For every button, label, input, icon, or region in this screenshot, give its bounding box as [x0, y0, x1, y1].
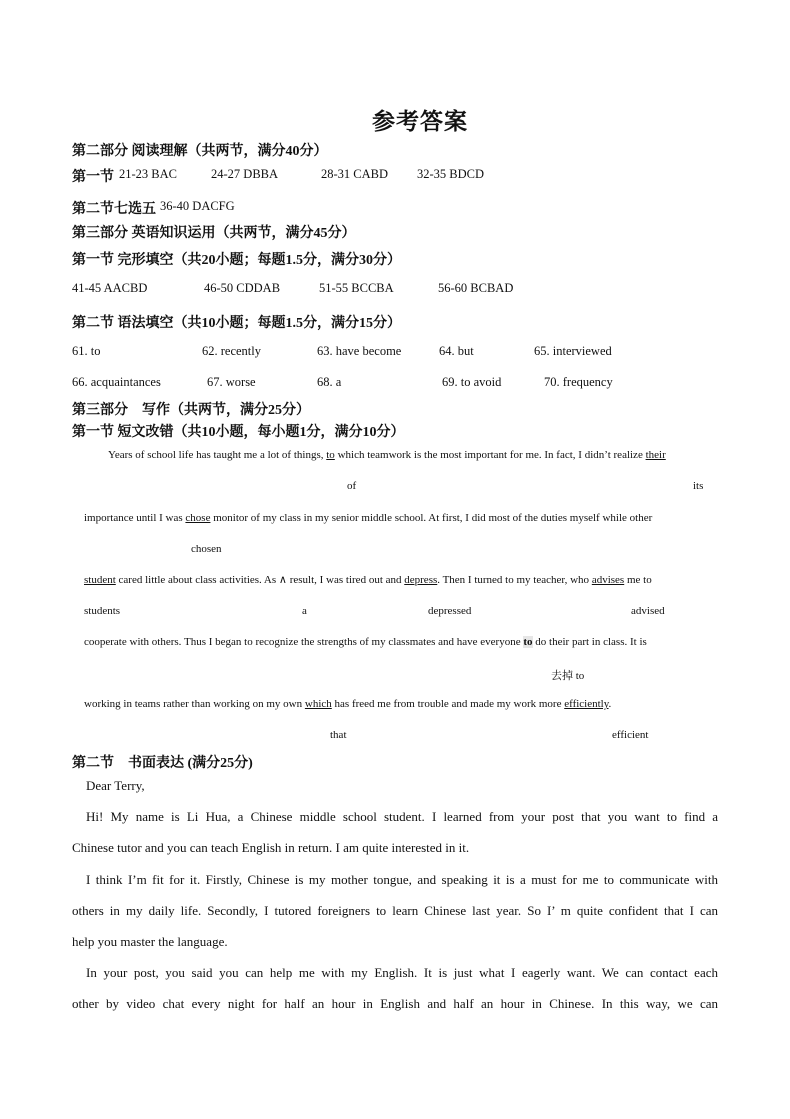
essay-line: other by video chat every night for half an hour in English and half an hour in Chinese. In this way, we can	[72, 996, 718, 1011]
essay-line: Hi! My name is Li Hua, a Chinese middle school student. I learned from your post that you want to find a	[86, 809, 718, 824]
correction-fix: chosen	[191, 543, 222, 555]
answer-group: 21-23 BAC	[119, 167, 177, 181]
part3-heading: 第三部分 英语知识运用（共两节，满分45分）	[72, 226, 356, 241]
answer-group: 32-35 BDCD	[417, 167, 485, 181]
correction-line: student cared little about class activities. As ∧ result, I was tired out and depress. Then I turned to my teacher, who advises me to	[84, 574, 652, 586]
correction-fix: a	[302, 605, 307, 617]
answer-group: 41-45 AACBD	[72, 281, 148, 295]
answer-group: 51-55 BCCBA	[319, 281, 394, 295]
correction-fix: advised	[631, 605, 665, 617]
essay-greeting: Dear Terry,	[86, 778, 145, 793]
part2-sec2-label: 第二节七选五	[72, 202, 156, 217]
grammar-answer: 61. to	[72, 344, 101, 358]
grammar-answer: 62. recently	[202, 344, 262, 358]
correction-fix: depressed	[428, 605, 472, 617]
answer-group: 28-31 CABD	[321, 167, 389, 181]
essay-line: others in my daily life. Secondly, I tutored foreigners to learn Chinese last year. So I’ m quite confident that I can	[72, 903, 718, 918]
answer-group: 24-27 DBBA	[211, 167, 279, 181]
grammar-answer: 68. a	[317, 375, 342, 389]
answer-group: 56-60 BCBAD	[438, 281, 514, 295]
essay-line: Chinese tutor and you can teach English in return. I am quite interested in it.	[72, 840, 470, 855]
answer-group: 46-50 CDDAB	[204, 281, 281, 295]
correction-line: Years of school life has taught me a lot of things, to which teamwork is the most important for me. In fact, I didn’t realize their	[108, 449, 666, 461]
grammar-answer: 64. but	[439, 344, 474, 358]
answer-group: 36-40 DACFG	[160, 199, 235, 213]
correction-heading: 第一节 短文改错（共10小题，每小题1分，满分10分）	[72, 425, 405, 440]
grammar-answer: 66. acquaintances	[72, 375, 161, 389]
correction-fix: students	[84, 605, 121, 617]
grammar-heading: 第二节 语法填空（共10小题；每题1.5分，满分15分）	[72, 316, 401, 331]
grammar-answer: 63. have become	[317, 344, 402, 358]
correction-line: working in teams rather than working on my own which has freed me from trouble and made my work more efficiently.	[84, 698, 612, 710]
correction-fix: efficient	[612, 729, 649, 741]
grammar-answer: 70. frequency	[544, 375, 613, 389]
correction-fix: of	[347, 480, 357, 492]
correction-fix: 去掉 to	[551, 670, 585, 682]
grammar-answer: 69. to avoid	[442, 375, 502, 389]
essay-line: In your post, you said you can help me with my English. It is just what I eagerly want. We can contact each	[86, 965, 718, 980]
page-title: 参考答案	[372, 109, 468, 134]
part2-heading: 第二部分 阅读理解（共两节，满分40分）	[72, 144, 328, 159]
correction-line: cooperate with others. Thus I began to recognize the strengths of my classmates and have everyone to do their part in class. It is	[84, 636, 647, 648]
essay-line: I think I’m fit for it. Firstly, Chinese is my mother tongue, and speaking it is a must for me to communicate with	[86, 872, 718, 887]
grammar-answer: 67. worse	[207, 375, 256, 389]
cloze-heading: 第一节 完形填空（共20小题；每题1.5分，满分30分）	[72, 253, 401, 268]
essay-heading: 第二节 书面表达 (满分25分)	[72, 756, 253, 771]
grammar-answer: 65. interviewed	[534, 344, 612, 358]
correction-fix: that	[330, 729, 347, 741]
part2-sec1-label: 第一节	[72, 170, 114, 185]
correction-fix: its	[693, 480, 704, 492]
correction-line: importance until I was chose monitor of my class in my senior middle school. At first, I did most of the duties myself while other	[84, 512, 653, 524]
essay-line: help you master the language.	[72, 934, 228, 949]
writing-heading: 第三部分 写作（共两节，满分25分）	[72, 403, 310, 418]
